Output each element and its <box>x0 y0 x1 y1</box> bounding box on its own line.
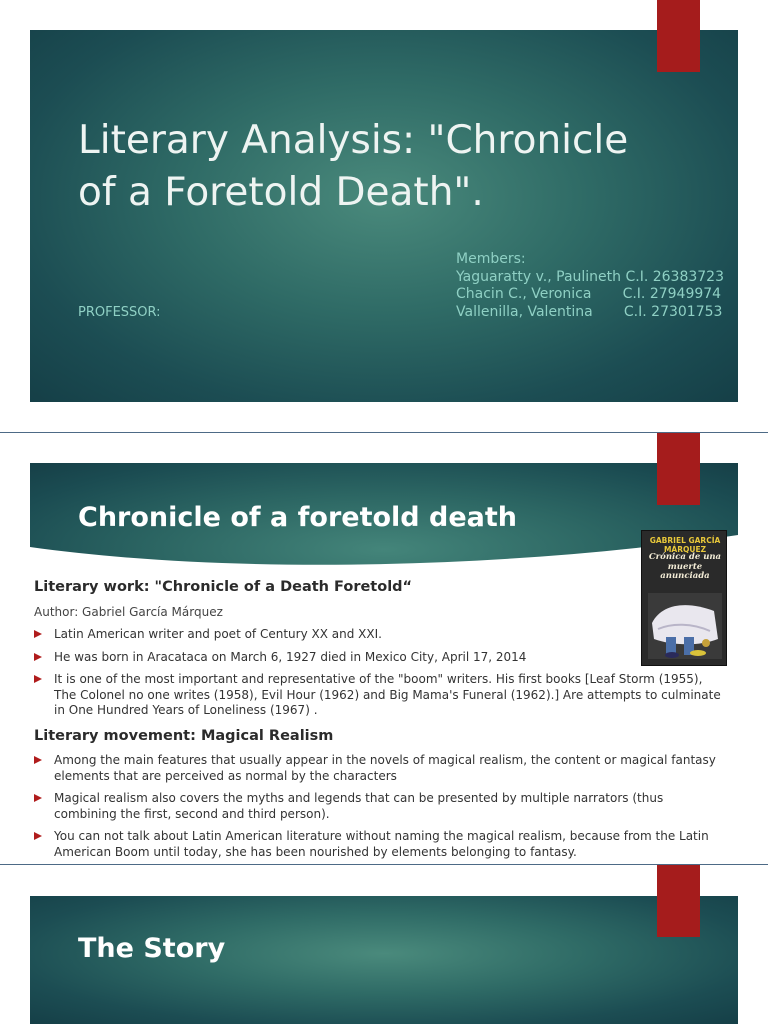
list-item: Magical realism also covers the myths and legends that can be presented by multiple narrators (thus combining the first, second and third person). <box>34 791 724 822</box>
members-block <box>456 251 724 321</box>
work-bullet-list <box>34 627 724 726</box>
author-line: Author: Gabriel García Márquez <box>34 605 223 619</box>
red-ribbon <box>657 433 700 505</box>
member-line: Vallenilla, Valentina C.I. 27301753 <box>456 303 723 320</box>
list-item: Among the main features that usually appear in the novels of magical realism, the content or magical fantasy elements that are perceived as normal by the characters <box>34 753 724 784</box>
members-label: Members: <box>456 251 526 267</box>
book-author: GABRIEL GARCÍA MÁRQUEZ <box>649 536 721 554</box>
list-item: He was born in Aracataca on March 6, 1927 died in Mexico City, April 17, 2014 <box>34 650 724 666</box>
slide-title: Literary Analysis: "Chronicle of a Foretold Death". <box>78 118 629 215</box>
literary-movement-heading: Literary movement: Magical Realism <box>34 728 334 744</box>
slide-divider <box>0 864 768 865</box>
member-line: Yaguaratty v., Paulineth C.I. 26383723 <box>456 268 724 285</box>
professor-label: PROFESSOR: <box>78 305 161 320</box>
member-line: Chacin C., Veronica C.I. 27949974 <box>456 286 722 302</box>
literary-work-heading: Literary work: "Chronicle of a Death Foretold“ <box>34 579 413 595</box>
slide-title: The Story <box>78 933 226 964</box>
list-item: Latin American writer and poet of Century XX and XXI. <box>34 627 724 643</box>
red-ribbon <box>657 865 700 937</box>
slide-divider <box>0 432 768 433</box>
red-ribbon <box>657 0 700 72</box>
header-wave-shape <box>30 535 738 575</box>
list-item: It is one of the most important and representative of the "boom" writers. His first books [Leaf Storm (1955), The Colonel no one writes (1958), Evil Hour (1962) and Big Mama's Funeral (1962).] Are attempts to culminate in One Hundred Years of Loneliness (1967) . <box>34 672 724 719</box>
list-item: You can not talk about Latin American literature without naming the magical realism, because from the Latin American Boom until today, she has been nourished by elements belonging to fantasy. <box>34 829 724 860</box>
book-title: Crónica de una muerte anunciada <box>648 552 722 581</box>
slide-title: Chronicle of a foretold death <box>78 502 518 533</box>
movement-bullet-list <box>34 753 724 867</box>
